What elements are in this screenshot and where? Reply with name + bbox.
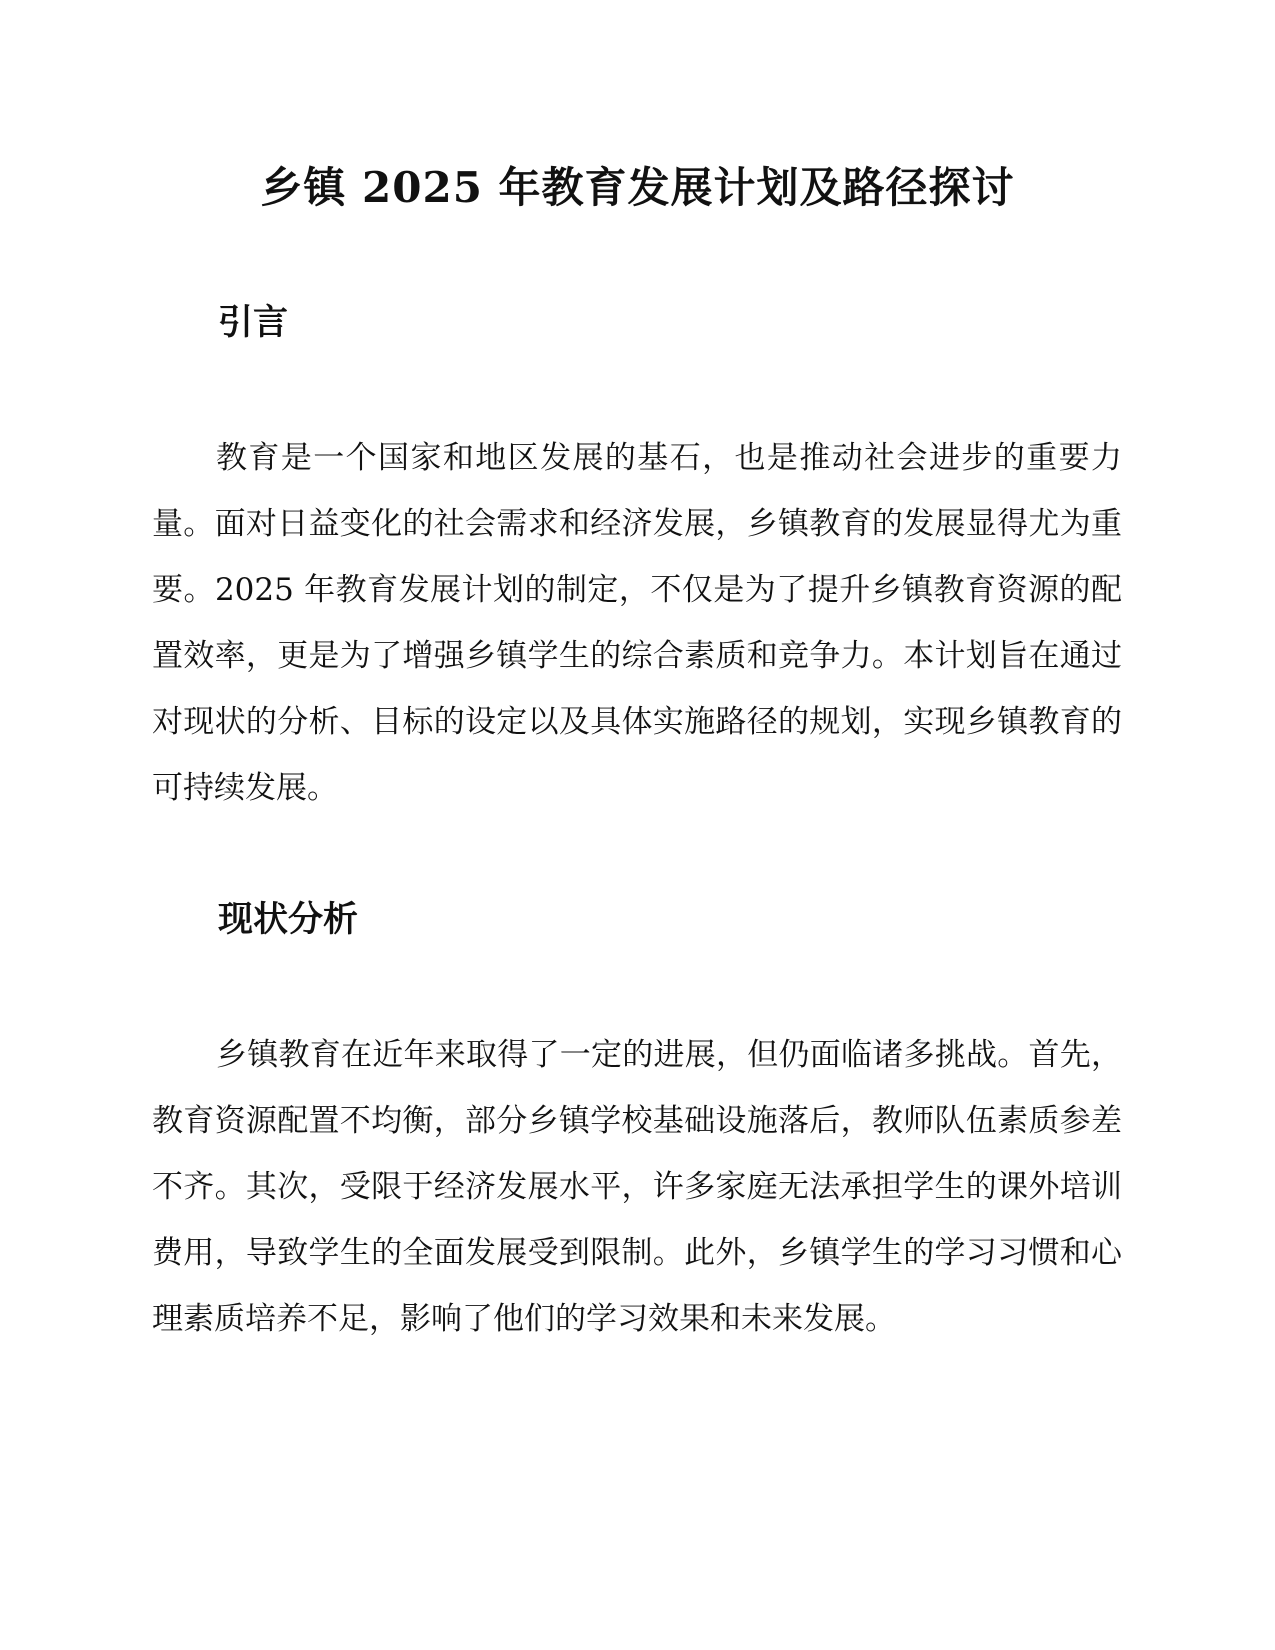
paragraph-introduction: 教育是一个国家和地区发展的基石，也是推动社会进步的重要力量。面对日益变化的社会需求和经济发展，乡镇教育的发展显得尤为重要。2025 年教育发展计划的制定，不仅是为了提升乡镇教育资源的配置效率，更是为了增强乡镇学生的综合素质和竞争力。本计划旨在通过对现状的分析、目标的设定以及具体实施路径的规划，实现乡镇教育的可持续发展。	[152, 440, 1122, 806]
section-heading-status-analysis: 现状分析	[218, 900, 359, 940]
section-heading-introduction: 引言	[218, 303, 289, 343]
paragraph-status-analysis: 乡镇教育在近年来取得了一定的进展，但仍面临诸多挑战。首先，教育资源配置不均衡，部分乡镇学校基础设施落后，教师队伍素质参差不齐。其次，受限于经济发展水平，许多家庭无法承担学生的课外培训费用，导致学生的全面发展受到限制。此外，乡镇学生的学习习惯和心理素质培养不足，影响了他们的学习效果和未来发展。	[152, 1037, 1122, 1337]
document-title: 乡镇 2025 年教育发展计划及路径探讨	[260, 163, 1015, 212]
